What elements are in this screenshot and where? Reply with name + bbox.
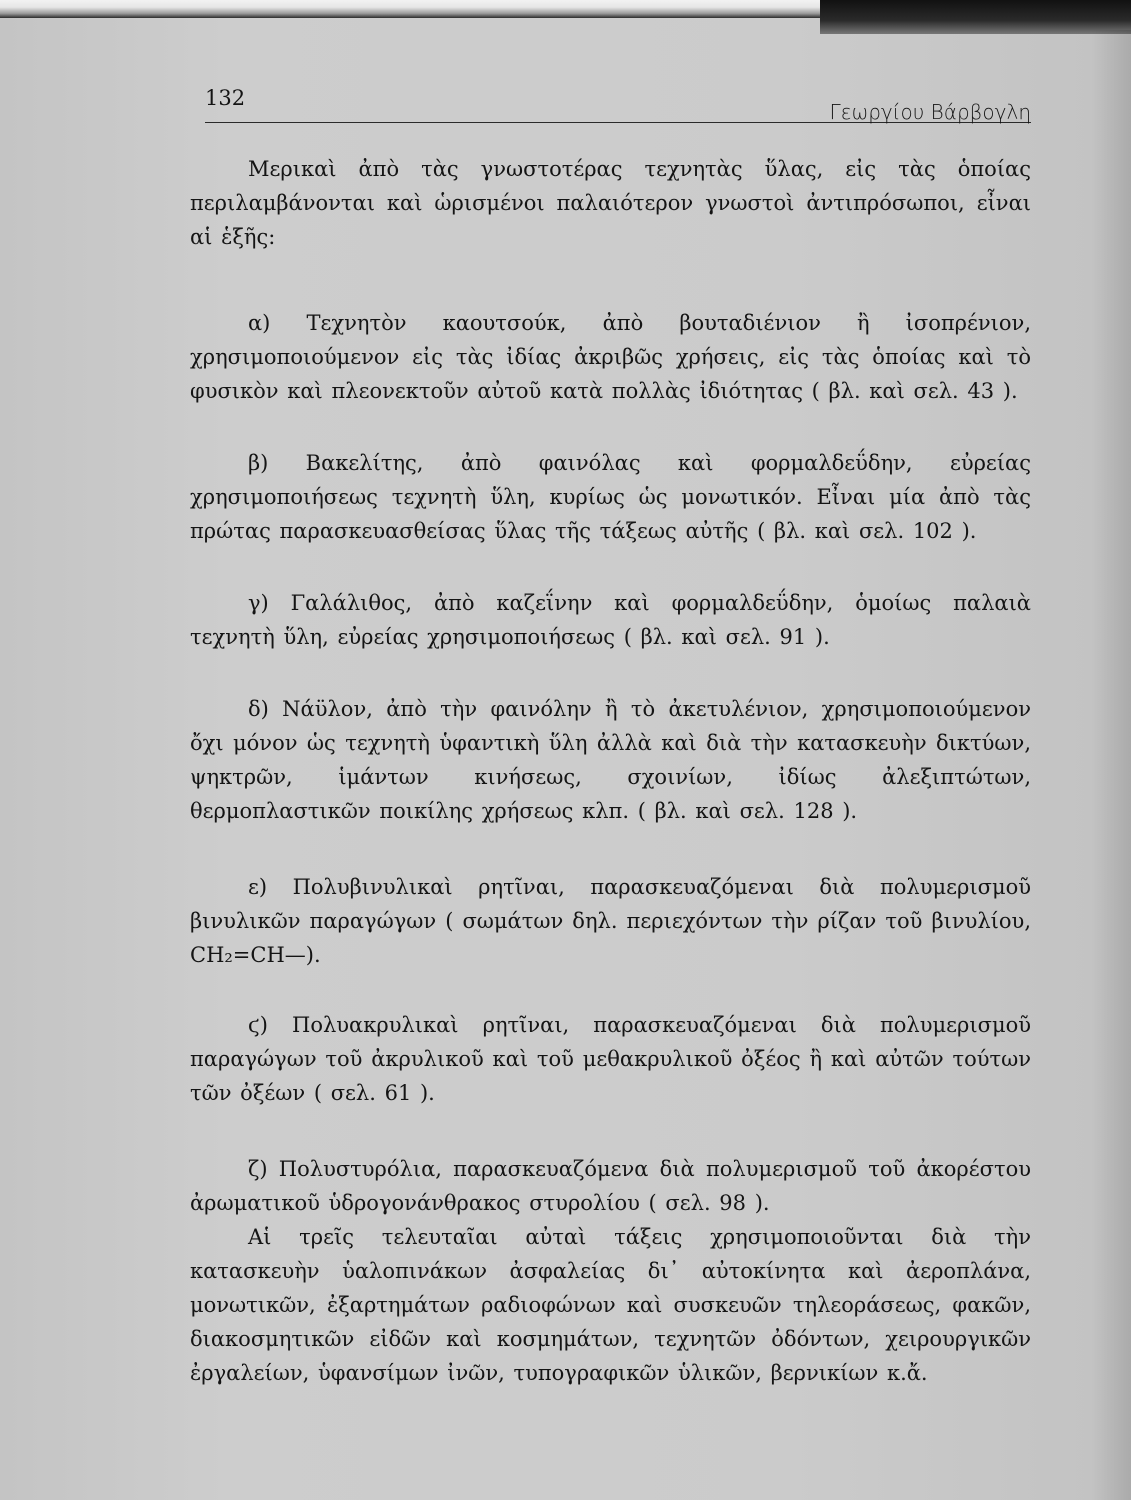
- item-e-paragraph: ε) Πολυβινυλικαὶ ρητῖναι, παρασκευαζόμεναι διὰ πολυμερισμοῦ βινυλικῶν παραγώγων ( σωμάτων δηλ. περιεχόντων τὴν ρίζαν τοῦ βινυλίου, CH₂=CH—).: [190, 875, 1031, 967]
- item-f-paragraph: ϛ) Πολυακρυλικαὶ ρητῖναι, παρασκευαζόμεναι διὰ πολυμερισμοῦ παραγώγων τοῦ ἀκρυλικοῦ καὶ τοῦ μεθακρυλικοῦ ὀξέος ἢ καὶ αὐτῶν τούτων τῶν ὀξέων ( σελ. 61 ).: [190, 1013, 1031, 1105]
- closing-paragraph: Αἱ τρεῖς τελευταῖαι αὐταὶ τάξεις χρησιμοποιοῦνται διὰ τὴν κατασκευὴν ὑαλοπινάκων ἀσφαλείας δι᾿ αὐτοκίνητα καὶ ἀεροπλάνα, μονωτικῶν, ἐξαρτημάτων ραδιοφώνων καὶ συσκευῶν τηλεοράσεως, φακῶν, διακοσμητικῶν εἰδῶν καὶ κοσμημάτων, τεχνητῶν ὀδόντων, χειρουργικῶν ἐργαλείων, ὑφανσίμων ἰνῶν, τυπογραφικῶν ὑλικῶν, βερνικίων κ.ἄ.: [190, 1225, 1031, 1385]
- intro-paragraph: Μερικαὶ ἀπὸ τὰς γνωστοτέρας τεχνητὰς ὕλας, εἰς τὰς ὁποίας περιλαμβάνονται καὶ ὡρισμένοι παλαιότερον γνωστοὶ ἀντιπρόσωποι, εἶναι αἱ ἑξῆς:: [190, 157, 1031, 249]
- item-a-paragraph: α) Τεχνητὸν καουτσούκ, ἀπὸ βουταδιένιον ἢ ἰσοπρένιον, χρησιμοποιούμενον εἰς τὰς ἰδίας ἀκριβῶς χρήσεις, εἰς τὰς ὁποίας καὶ τὸ φυσικὸν καὶ πλεονεκτοῦν αὐτοῦ κατὰ πολλὰς ἰδιότητας ( βλ. καὶ σελ. 43 ).: [190, 311, 1031, 403]
- item-b-paragraph: β) Βακελίτης, ἀπὸ φαινόλας καὶ φορμαλδεΰδην, εὐρείας χρησιμοποιήσεως τεχνητὴ ὕλη, κυρίως ὡς μονωτικόν. Εἶναι μία ἀπὸ τὰς πρώτας παρασκευασθείσας ὕλας τῆς τάξεως αὐτῆς ( βλ. καὶ σελ. 102 ).: [190, 451, 1031, 543]
- item-g-paragraph: ζ) Πολυστυρόλια, παρασκευαζόμενα διὰ πολυμερισμοῦ τοῦ ἀκορέστου ἀρωματικοῦ ὑδρογονάνθρακος στυρολίου ( σελ. 98 ).: [190, 1157, 1031, 1215]
- running-head: Γεωργίου Βάρβογλη: [829, 100, 1031, 124]
- page-top-dark-corner: [820, 0, 1131, 34]
- page-header: [205, 82, 1031, 123]
- page-right-shadow: [1091, 30, 1131, 1500]
- item-c-paragraph: γ) Γαλάλιθος, ἀπὸ καζεΐνην καὶ φορμαλδεΰδην, ὁμοίως παλαιὰ τεχνητὴ ὕλη, εὐρείας χρησιμοποιήσεως ( βλ. καὶ σελ. 91 ).: [190, 591, 1031, 649]
- page-number: 132: [205, 86, 246, 110]
- item-d-paragraph: δ) Νάϋλον, ἀπὸ τὴν φαινόλην ἢ τὸ ἀκετυλένιον, χρησιμοποιούμενον ὄχι μόνον ὡς τεχνητὴ ὑφαντικὴ ὕλη ἀλλὰ καὶ διὰ τὴν κατασκευὴν δικτύων, ψηκτρῶν, ἱμάντων κινήσεως, σχοινίων, ἰδίως ἀλεξιπτώτων, θερμοπλαστικῶν ποικίλης χρήσεως κλπ. ( βλ. καὶ σελ. 128 ).: [190, 697, 1031, 823]
